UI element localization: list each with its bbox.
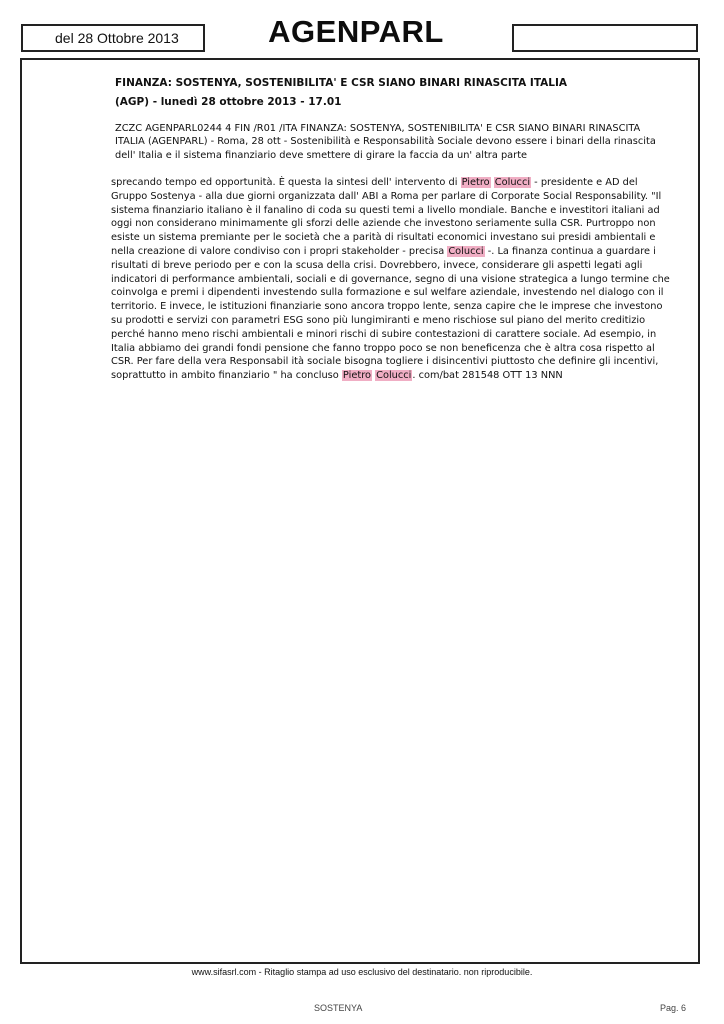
empty-header-box — [512, 24, 698, 52]
highlight-surname: Colucci — [376, 370, 412, 382]
date-box — [21, 24, 205, 52]
highlight-name: Pietro — [461, 177, 490, 188]
body-segment-3: -. La finanza continua a guardare i risultati di breve periodo per e con la scusa della crisi. Dovrebbero, invece, considerare gli aspetti legati agli indicatori di performance ambientali, sociali e di governance, segno di una visione strategica a lungo termine che coinvolga e premi i dipendenti investendo sulla formazione e sul welfare aziendale, investendo nel dialogo con il territorio. E invece, le istituzioni finanziarie sono ancora troppo lente, senza capire che le imprese che investono su prodotti e servizi con parametri ESG sono più lungimiranti e meno rischiose sul piano del merito creditizio perché hanno meno rischi ambientali e minori rischi di subire contestazioni di carattere sociale. Ad esempio, in Italia abbiamo dei grandi fondi pensione che fanno troppo poco se non beneficenza che è altra cosa rispetto al CSR. Per fare della vera Responsabil ità sociale bisogna togliere i disincentivi piuttosto che definire gli incentivi, soprattutto in ambito finanziario " ha concluso — [111, 245, 670, 382]
article-title: FINANZA: SOSTENYA, SOSTENIBILITA' E CSR SIANO BINARI RINASCITA ITALIA — [115, 77, 568, 89]
bottom-source-label: SOSTENYA — [314, 1003, 363, 1013]
article-body — [111, 176, 671, 383]
page-number: Pag. 6 — [660, 1003, 687, 1013]
article-header — [115, 74, 655, 112]
masthead-title: AGENPARL — [268, 14, 444, 49]
highlight-surname: Colucci — [448, 245, 484, 257]
highlight-surname: Colucci — [494, 177, 531, 188]
body-segment-4: . com/bat 281548 OTT 13 NNN — [412, 370, 563, 382]
footer-disclaimer: www.sifasrl.com - Ritaglio stampa ad uso esclusivo del destinatario. non riproducibile. — [191, 967, 533, 977]
article-lead: ZCZC AGENPARL0244 4 FIN /R01 /ITA FINANZA: SOSTENYA, SOSTENIBILITA' E CSR SIANO BINARI RINASCITA ITALIA (AGENPARL) - Roma, 28 ott - Sostenibilità e Responsabilità Sociale devono essere i binari della rinascita dell' Italia e il sistema finanziario deve smettere di girare la faccia da un' altra parte — [115, 123, 656, 161]
article-subtitle: (AGP) - lunedì 28 ottobre 2013 - 17.01 — [115, 96, 342, 108]
body-segment-2: - presidente e AD del Gruppo Sostenya - alla due giorni organizzata dall' ABI a Roma per parlare di Corporate Social Responsability. "Il sistema finanziario italiano è il fanalino di coda su questi temi a livello mondiale. Banche e investitori italiani ad oggi non considerano minimamente gli sforzi delle aziende che investono seriamente sulla CSR. Purtroppo non esiste un sistema premiante per le società che a parità di risultati economici investano sui presidi ambientali e nella creazione di valore condiviso con i propri stakeholder - precisa — [111, 177, 662, 257]
body-segment-1: sprecando tempo ed opportunità. È questa la sintesi dell' intervento di — [111, 177, 461, 188]
date-label: del 28 Ottobre 2013 — [55, 30, 179, 46]
highlight-name: Pietro — [342, 370, 371, 382]
